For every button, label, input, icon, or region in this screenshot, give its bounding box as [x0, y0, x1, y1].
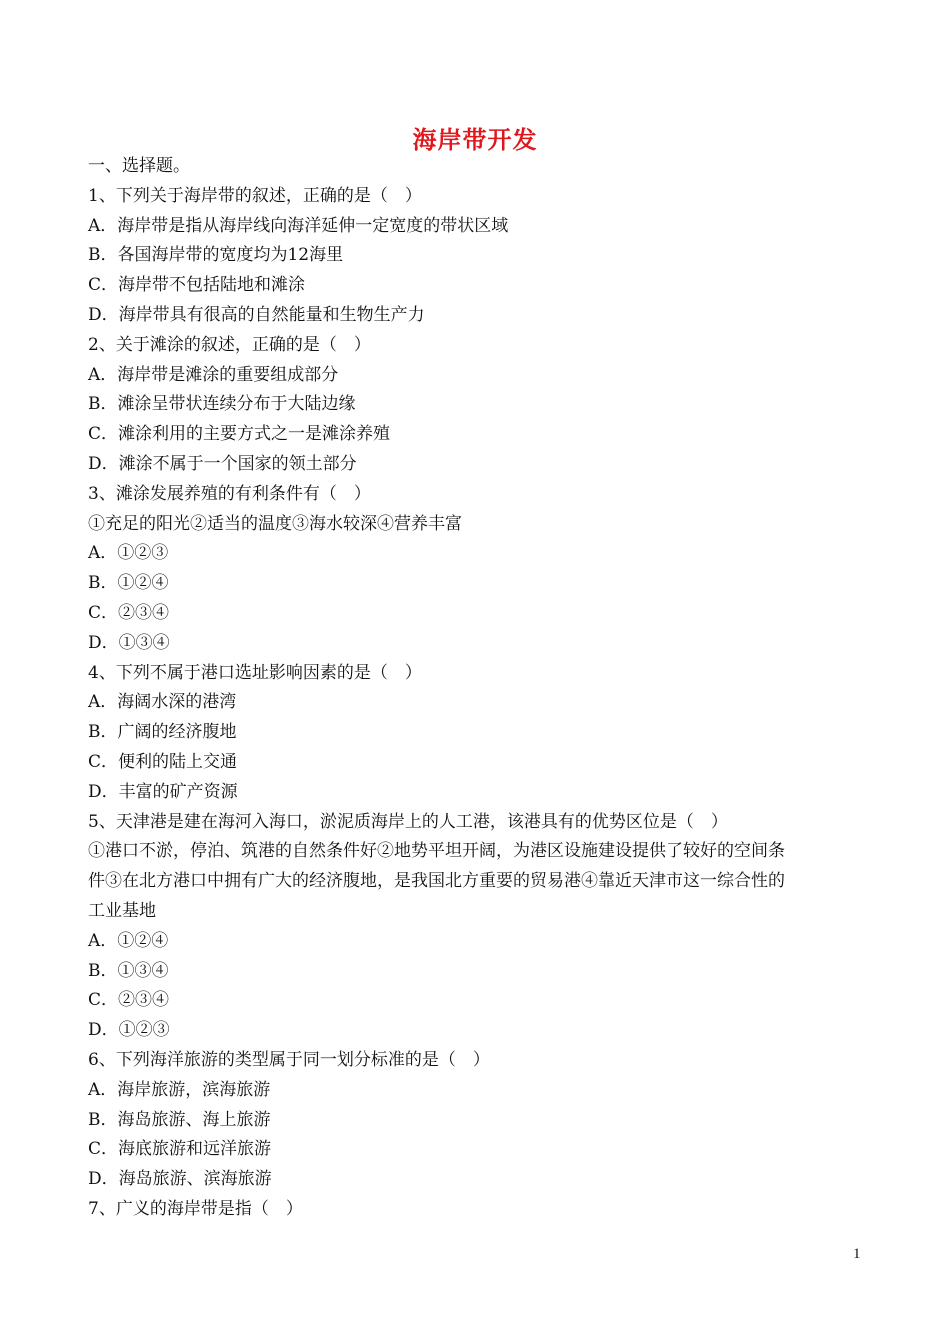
question-note: ①充足的阳光②适当的温度③海水较深④营养丰富: [88, 513, 462, 534]
option-d: D．海岛旅游、滨海旅游: [88, 1169, 272, 1190]
option-c: C．便利的陆上交通: [88, 751, 238, 772]
option-c: C．海底旅游和远洋旅游: [88, 1139, 272, 1160]
option-b: B．滩涂呈带状连续分布于大陆边缘: [88, 394, 356, 415]
option-a: A．海岸带是指从海岸线向海洋延伸一定宽度的带状区域: [88, 215, 509, 236]
option-a: A．①②④: [88, 930, 169, 951]
option-b: B．海岛旅游、海上旅游: [88, 1109, 271, 1130]
question-stem: 6、下列海洋旅游的类型属于同一划分标准的是（ ）: [88, 1049, 490, 1070]
option-d: D．滩涂不属于一个国家的领土部分: [88, 453, 357, 474]
question-stem: 2、关于滩涂的叙述，正确的是（ ）: [88, 334, 371, 355]
question-6: [88, 1046, 870, 1195]
document-title: 海岸带开发: [412, 126, 538, 154]
option-b: B．各国海岸带的宽度均为12海里: [88, 245, 344, 266]
option-a: A．①②③: [88, 543, 169, 564]
option-d: D．①③④: [88, 632, 170, 653]
question-stem: 3、滩涂发展养殖的有利条件有（ ）: [88, 483, 371, 504]
option-a: A．海岸旅游，滨海旅游: [88, 1079, 271, 1100]
question-note-line: 件③在北方港口中拥有广大的经济腹地，是我国北方重要的贸易港④靠近天津市这一综合性的: [88, 871, 785, 892]
question-stem: 5、天津港是建在海河入海口，淤泥质海岸上的人工港，该港具有的优势区位是（ ）: [88, 811, 728, 832]
question-1: [88, 182, 870, 331]
option-c: C．海岸带不包括陆地和滩涂: [88, 275, 306, 296]
question-stem: 4、下列不属于港口选址影响因素的是（ ）: [88, 662, 422, 683]
option-c: C．②③④: [88, 602, 170, 623]
section-heading: 一、选择题。: [88, 156, 190, 176]
option-c: C．②③④: [88, 990, 170, 1011]
question-note-line: 工业基地: [88, 900, 156, 921]
option-a: A．海岸带是滩涂的重要组成部分: [88, 364, 339, 385]
question-stem: 7、广义的海岸带是指（ ）: [88, 1198, 303, 1219]
option-a: A．海阔水深的港湾: [88, 692, 237, 713]
option-b: B．①②④: [88, 573, 169, 594]
option-b: B．广阔的经济腹地: [88, 722, 237, 743]
question-2: [88, 331, 870, 480]
option-c: C．滩涂利用的主要方式之一是滩涂养殖: [88, 424, 391, 445]
question-stem: 1、下列关于海岸带的叙述，正确的是（ ）: [88, 185, 422, 206]
option-d: D．丰富的矿产资源: [88, 781, 238, 802]
option-b: B．①③④: [88, 960, 169, 981]
question-7: [88, 1195, 870, 1225]
page-number: 1: [853, 1246, 861, 1262]
question-5: [88, 808, 870, 1046]
document-body: [88, 152, 870, 1225]
question-3: [88, 480, 870, 659]
question-4: [88, 659, 870, 808]
question-note-line: ①港口不淤，停泊、筑港的自然条件好②地势平坦开阔，为港区设施建设提供了较好的空间条: [88, 841, 785, 862]
option-d: D．海岸带具有很高的自然能量和生物生产力: [88, 304, 425, 325]
option-d: D．①②③: [88, 1020, 170, 1041]
